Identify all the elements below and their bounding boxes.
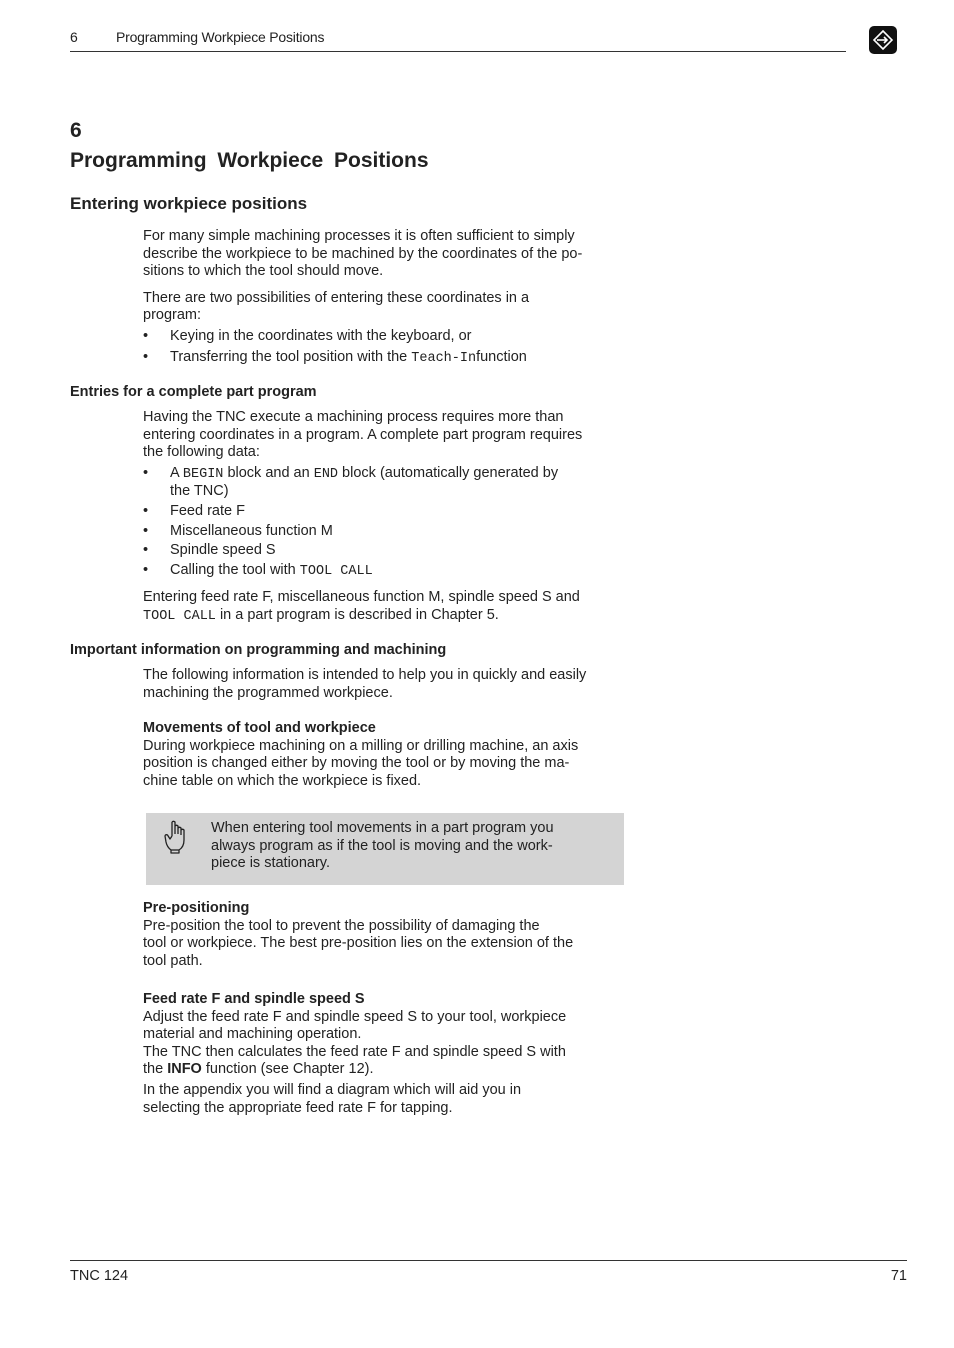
section1-para1-line3: sitions to which the tool should move. [143, 263, 384, 280]
section2-para1-line3: the following data: [143, 444, 260, 461]
chapter-title: Programming Workpiece Positions [70, 149, 429, 172]
section2-para2-line1: Entering feed rate F, miscellaneous function M, spindle speed S and [143, 589, 580, 606]
bullet-feed-rate: • Feed rate F [143, 503, 623, 521]
feed-rate-line4 [143, 1061, 623, 1079]
bullet-teach-in [143, 349, 623, 368]
footer-product: TNC 124 [70, 1268, 129, 1284]
feed-rate-block [143, 991, 623, 1117]
section1-para2-line1: There are two possibilities of entering these coordinates in a [143, 289, 530, 306]
movements-line2: position is changed either by moving the tool or by moving the ma- [143, 755, 570, 772]
feed-info-post: function (see Chapter 12). [201, 1061, 374, 1078]
bullet-begin-end-mid: block and an [223, 464, 314, 481]
movements-heading: Movements of tool and workpiece [143, 720, 376, 736]
feed-rate-heading: Feed rate F and spindle speed S [143, 991, 365, 1007]
tool-call-code-2: TOOL CALL [143, 608, 216, 624]
chapter-number: 6 [70, 119, 82, 142]
bullet-begin-end-a: A [170, 464, 183, 481]
feed-rate-line3: The TNC then calculates the feed rate F and spindle speed S with [143, 1043, 566, 1060]
section1-body [143, 228, 623, 367]
header-chapter-number: 6 [70, 29, 78, 45]
programming-mode-icon [869, 26, 897, 54]
page-number: 71 [890, 1268, 907, 1284]
section1-para2-line2: program: [143, 307, 202, 324]
prepositioning-block [143, 900, 623, 970]
section2-para1-line2: entering coordinates in a program. A complete part program requires [143, 426, 583, 443]
section3-intro-line1: The following information is intended to help you in quickly and easily [143, 667, 587, 683]
appendix-line2: selecting the appropriate feed rate F for tapping. [143, 1099, 453, 1116]
end-code: END [313, 466, 339, 482]
bullet-misc-function: • Miscellaneous function M [143, 523, 623, 541]
appendix-line1: In the appendix you will find a diagram which will aid you in [143, 1081, 522, 1098]
bullet-spindle-speed: • Spindle speed S [143, 542, 623, 560]
section1-para1-line2: describe the workpiece to be machined by the coordinates of the po- [143, 245, 583, 262]
bullet-tool-call-pre: Calling the tool with [170, 561, 300, 578]
begin-code: BEGIN [182, 466, 224, 482]
feed-info-pre: the [143, 1061, 168, 1078]
bullet-keying: • Keying in the coordinates with the keyboard, or [143, 328, 623, 346]
feed-rate-line1: Adjust the feed rate F and spindle speed S to your tool, workpiece [143, 1008, 567, 1025]
section2-body [143, 409, 623, 626]
section2-para1-line1: Having the TNC execute a machining process requires more than [143, 409, 564, 425]
movements-line1: During workpiece machining on a milling or drilling machine, an axis [143, 737, 579, 754]
bullet-tool-call [143, 562, 623, 581]
movements-block [143, 720, 623, 790]
movements-line3: chine table on which the workpiece is fixed. [143, 772, 422, 789]
tool-call-code: TOOL CALL [299, 563, 373, 579]
bullet-begin-end [143, 465, 623, 501]
prepositioning-line2: tool or workpiece. The best pre-position lies on the extension of the [143, 935, 574, 952]
section3-intro [143, 667, 623, 702]
prepositioning-line1: Pre-position the tool to prevent the possibility of damaging the [143, 917, 540, 934]
feed-rate-line2: material and machining operation. [143, 1026, 362, 1043]
bullet-teach-in-pre: Transferring the tool position with the [170, 348, 412, 365]
note-line2: always program as if the tool is moving and the work- [211, 837, 553, 854]
teach-in-code: Teach-In [411, 350, 477, 366]
bullet-begin-end-line2: the TNC) [170, 483, 229, 500]
section-heading-important-info: Important information on programming and machining [70, 642, 447, 658]
section-heading-complete-program: Entries for a complete part program [70, 384, 317, 400]
section1-para1-line1: For many simple machining processes it is often sufficient to simply [143, 228, 575, 244]
pointing-hand-icon [163, 820, 189, 854]
prepositioning-line3: tool path. [143, 952, 203, 969]
bullet-teach-in-post: function [476, 348, 527, 365]
note-line1: When entering tool movements in a part program you [211, 820, 554, 836]
info-key-label: INFO [167, 1061, 202, 1078]
header-running-title: Programming Workpiece Positions [116, 29, 325, 45]
footer-divider [70, 1260, 907, 1261]
section2-para2-line2 [143, 607, 623, 626]
header-divider [70, 51, 846, 52]
section2-para2-line2-text: in a part program is described in Chapter 5. [215, 606, 499, 623]
note-text [211, 820, 611, 873]
section3-intro-line2: machining the programmed workpiece. [143, 684, 393, 701]
note-line3: piece is stationary. [211, 855, 331, 872]
bullet-begin-end-post: block (automatically generated by [338, 464, 559, 481]
prepositioning-heading: Pre-positioning [143, 900, 250, 916]
section-heading-entering-positions: Entering workpiece positions [70, 194, 308, 213]
